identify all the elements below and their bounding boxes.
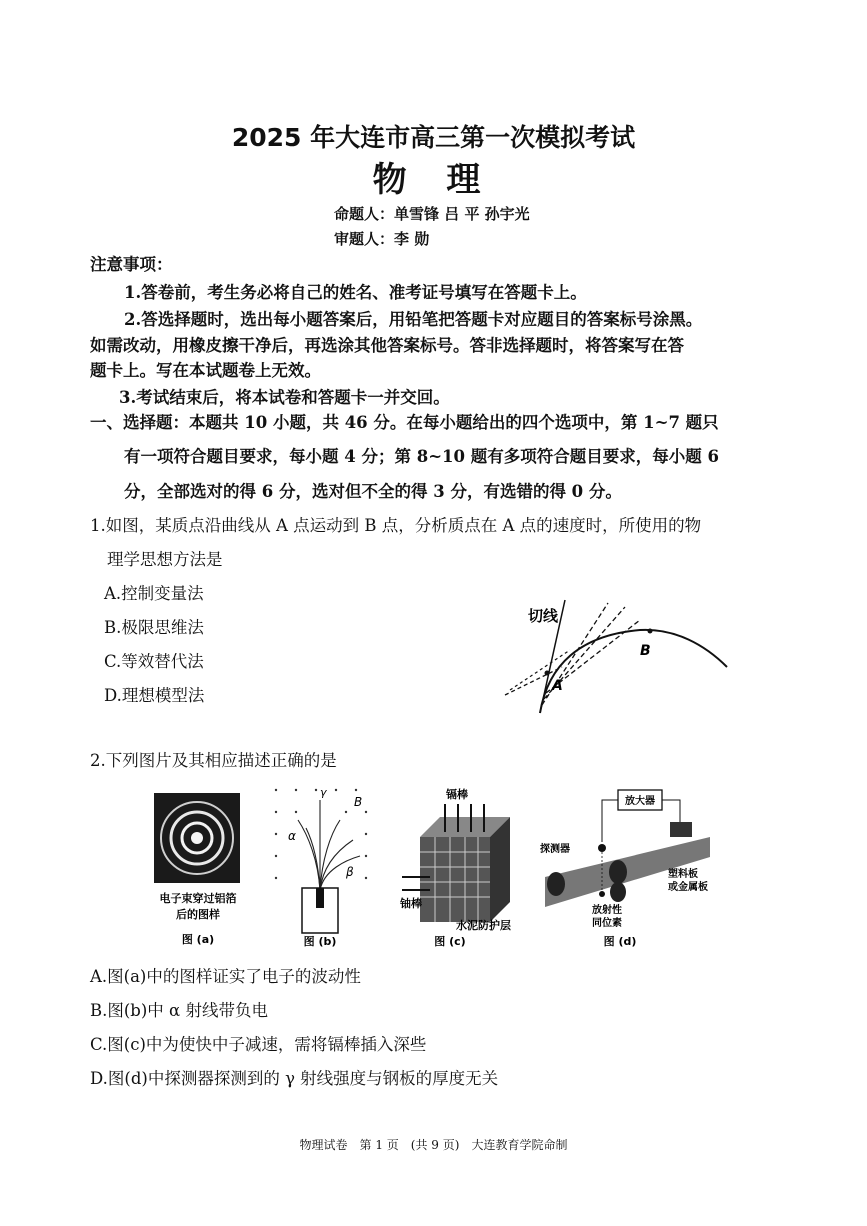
figure-c-fuel-label: 铀棒 <box>400 897 422 910</box>
note-item-1: 1.答卷前，考生务必将自己的姓名、准考证号填写在答题卡上。 <box>124 283 587 302</box>
tangent-label: 切线 <box>528 607 559 625</box>
figure-d-label: 图 (d) <box>603 935 637 948</box>
q1-curve-figure <box>500 595 735 720</box>
figure-a-diffraction <box>148 785 248 955</box>
figure-b-gamma-label: γ <box>320 786 327 799</box>
note-item-2-line3: 题卡上。写在本试题卷上无效。 <box>90 361 321 380</box>
figure-a-caption-2: 后的图样 <box>176 908 220 921</box>
figure-d-plate-line1: 塑料板 <box>668 869 698 880</box>
figure-d-plate-line2: 或金属板 <box>668 882 708 893</box>
figure-a-caption-1: 电子束穿过铝箔 <box>159 892 237 905</box>
q1-stem-line1: 1.如图，某质点沿曲线从 A 点运动到 B 点，分析质点在 A 点的速度时，所使用的物 <box>90 516 702 535</box>
note-item-3: 3.考试结束后，将本试卷和答题卡一并交回。 <box>119 388 450 407</box>
figure-d-source-line2: 同位素 <box>592 918 622 929</box>
figure-c-rod-label: 镉棒 <box>446 788 468 801</box>
figure-c-reactor <box>400 782 530 955</box>
q2-option-b: B.图(b)中 α 射线带负电 <box>90 1001 268 1020</box>
setter-line: 命题人：单雪锋 吕 平 孙宇光 <box>334 205 530 223</box>
q2-option-d: D.图(d)中探测器探测到的 γ 射线强度与钢板的厚度无关 <box>90 1069 499 1088</box>
q2-stem: 2.下列图片及其相应描述正确的是 <box>90 751 337 770</box>
figure-b-field-label: B <box>354 795 363 809</box>
figure-d-amplifier-label: 放大器 <box>625 796 655 807</box>
figure-d-detector-label: 探测器 <box>540 844 570 855</box>
figure-b-radiation <box>268 780 378 955</box>
figure-b-label: 图 (b) <box>303 935 337 948</box>
q1-option-d: D.理想模型法 <box>104 686 205 705</box>
exam-title: 2025 年大连市高三第一次模拟考试 <box>231 123 636 152</box>
figure-d-gauge <box>540 782 720 955</box>
q1-option-c: C.等效替代法 <box>104 652 204 671</box>
point-a-label: A <box>552 678 563 694</box>
q1-option-b: B.极限思维法 <box>104 618 204 637</box>
figure-b-beta-label: β <box>346 865 354 879</box>
note-item-2-line2: 如需改动，用橡皮擦干净后，再选涂其他答案标号。答非选择题时，将答案写在答 <box>90 336 684 355</box>
figure-b-alpha-label: α <box>288 829 296 843</box>
notes-heading: 注意事项： <box>90 255 173 274</box>
q2-option-c: C.图(c)中为使快中子减速，需将镉棒插入深些 <box>90 1035 427 1054</box>
page-footer: 物理试卷 第 1 页 (共 9 页) 大连教育学院命制 <box>299 1138 568 1152</box>
figure-c-shield-label: 水泥防护层 <box>456 919 511 932</box>
figure-d-source-line1: 放射性 <box>592 905 622 916</box>
subject-title: 物 理 <box>372 160 495 200</box>
figure-a-label: 图 (a) <box>181 933 215 946</box>
figure-c-label: 图 (c) <box>434 935 466 948</box>
section1-line3: 分，全部选对的得 6 分，选对但不全的得 3 分，有选错的得 0 分。 <box>124 482 622 501</box>
section1-line1: 一、选择题：本题共 10 小题，共 46 分。在每小题给出的四个选项中，第 1~7 题只 <box>90 413 719 432</box>
q2-option-a: A.图(a)中的图样证实了电子的波动性 <box>90 967 361 986</box>
section1-line2: 有一项符合题目要求，每小题 4 分；第 8~10 题有多项符合题目要求，每小题 6 <box>124 447 719 466</box>
q1-stem-line2: 理学思想方法是 <box>107 550 223 569</box>
q1-option-a: A.控制变量法 <box>104 584 204 603</box>
reviewer-line: 审题人：李 勋 <box>334 230 430 248</box>
point-b-label: B <box>640 643 651 659</box>
note-item-2-line1: 2.答选择题时，选出每小题答案后，用铅笔把答题卡对应题目的答案标号涂黑。 <box>124 310 703 329</box>
